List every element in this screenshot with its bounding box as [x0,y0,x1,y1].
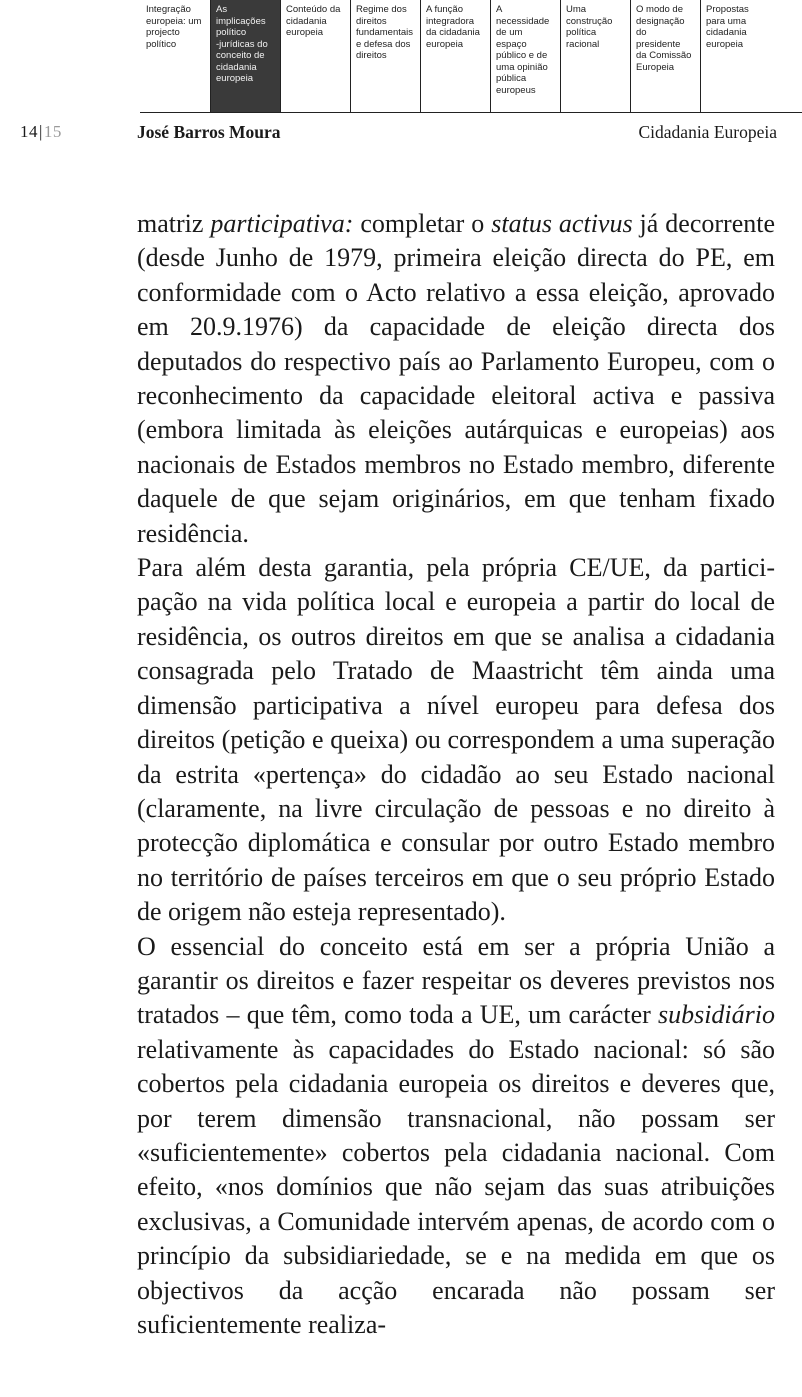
next-page-number: 15 [43,122,62,141]
nav-cell-regime-direitos[interactable]: Regime dos direitos fundamentais e defesa dos direitos [350,0,420,112]
paragraph-1-italic-status-activus: status activus [491,209,633,238]
book-title: Cidadania Europeia [638,122,777,142]
author-name: José Barros Moura [137,122,281,142]
paragraph-1-text-a: matriz [137,209,211,238]
nav-cell-espaco-publico[interactable]: A necessidade de um espaço público e de uma opinião pública europeus [490,0,560,112]
running-header [0,122,802,146]
nav-cell-construcao-politica[interactable]: Uma construção política racional [560,0,630,112]
paragraph-1 [137,207,775,551]
page-number-separator: | [39,122,43,141]
paragraph-1-italic-participativa: participativa: [210,209,354,238]
page-number [20,122,62,142]
paragraph-1-text-c: completar o [353,209,492,238]
paragraph-2: Para além desta garantia, pela própria CE/UE, da participação na vida política local e europeia a partir do local de residência, os outros direitos em que se analisa a cidadania consagrada pelo Tratado de Maastricht têm ainda uma dimensão participativa a nível europeu para defesa dos direitos (petição e queixa) ou correspondem a uma superação da estrita «pertença» do cidadão ao seu Estado nacional (claramente, na livre circulação de pessoas e no direito à protecção diplomática e consular por outro Estado membro no território de países terceiros em que o seu próprio Estado de origem não esteja representado). [137,553,775,927]
body-text [137,207,775,1342]
paragraph-3-text-c: relativamente às capacidades do Estado nacional: só são cobertos pela cidadania europeia os direitos e deveres que, por terem dimensão transnacional, não possam ser «suficientemente» cobertos pela cidadania nacional. Com efeito, «nos domínios que não sejam das suas atribuições exclusivas, a Comunidade intervém apenas, de acordo com o princípio da subsidiariedade, se e na medida em que os objectivos da acção encarada não possam ser suficientemente realiza- [137,1034,775,1339]
nav-cell-presidente-comissao[interactable]: O modo de designação do presidente da Comissão Europeia [630,0,700,112]
paragraph-3-text-a: O essencial do conceito está em ser a própria União a garantir os direitos e fazer respeitar os deveres previstos nos tratados – que têm, como toda a UE, um carácter [137,931,775,1030]
nav-cell-propostas[interactable]: Propostas para uma cidadania europeia [700,0,770,112]
nav-cell-conteudo[interactable]: Conteúdo da cidadania europeia [280,0,350,112]
paragraph-3-italic-subsidiario: subsidiário [657,1000,775,1030]
nav-cell-funcao-integradora[interactable]: A função integradora da cidadania europeia [420,0,490,112]
chapter-navigation [140,0,802,113]
paragraph-1-text-e: já decorrente (desde Junho de 1979, primeira eleição directa do PE, em conformidade com o Acto relativo a essa eleição, aprovado em 20.9.1976) da capacidade de eleição directa dos deputados do respectivo país ao Parlamento Europeu, com o reconhecimento da capacidade eleitoral activa e passiva (embora limitada às eleições autárquicas e europeias) aos nacionais de Estados membros no Estado membro, diferente daquele de que sejam originários, em que tenham fixado residência. [137,209,775,548]
nav-cell-integracao[interactable]: Integração europeia: um projecto político [146,4,202,50]
paragraph-3 [137,930,775,1343]
nav-cell-implicacoes-active[interactable]: As implicações político -jurídicas do conceito de cidadania europeia [210,0,280,112]
current-page-number: 14 [20,122,38,141]
